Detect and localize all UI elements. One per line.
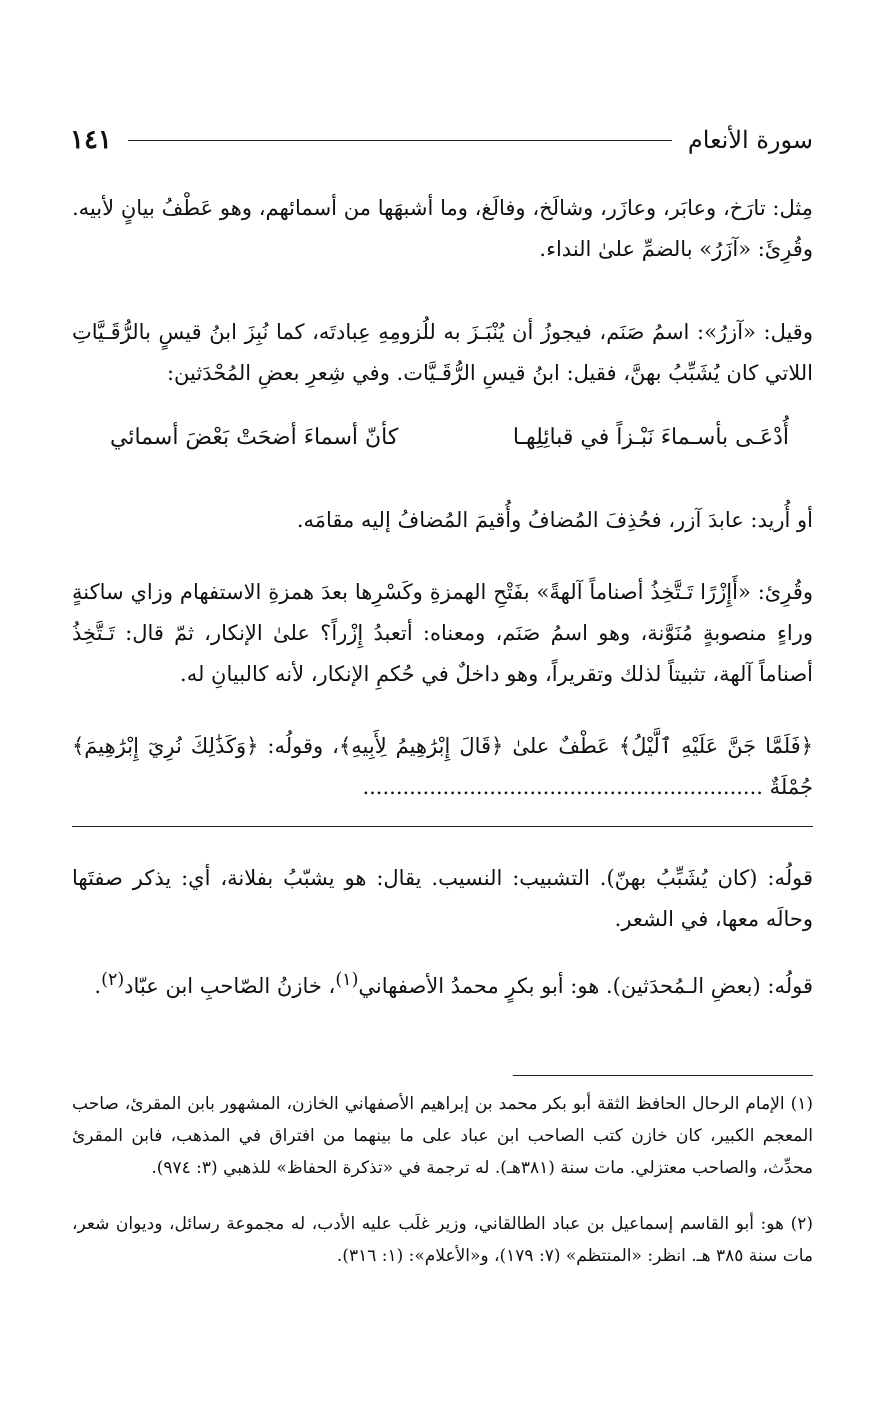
footnote-1: (١) الإمام الرحال الحافظ الثقة أبو بكر محمد بن إبراهيم الأصفهاني الخازن، المشهور بابن المقرئ، صاحب المعجم الكبير، كان خازن كتب الصاحب ابن عباد على ما بينهما من افتراق في المذهب، فابن المقرئ محدِّث، والصاحب معتزلي. مات سنة (٣٨١هـ). له ترجمة في «تذكرة الحفاظ» للذهبي (٣: ٩٧٤). (72, 1094, 813, 1178)
verse-first-hemistich: أُدْعَـى بأسـماءَ نَبْـزاً في قبائِلِهـا (512, 425, 789, 450)
header-rule (128, 140, 672, 141)
page-number: ١٤١ (70, 125, 112, 155)
footnote-ref-1[interactable]: (١) (335, 970, 359, 990)
main-paragraph-5 (72, 726, 813, 808)
commentary-text-b: ، خازنُ الصّاحبِ ابن عبّاد (124, 974, 336, 998)
commentary-text-c: . (94, 974, 102, 998)
quran-verse-text: ﴿فَلَمَّا جَنَّ عَلَيْهِ ٱلَّيْلُ﴾ عَطْفٌ علىٰ ﴿قَالَ إِبْرَٰهِيمُ لِأَبِيهِ﴾، وقولُه: ﴿وَكَذَٰلِكَ نُرِيٓ إِبْرَٰهِيمَ﴾ جُمْلَةٌ (72, 734, 813, 799)
footnote-ref-2[interactable]: (٢) (101, 970, 125, 990)
main-paragraph-1: مِثل: تارَخ، وعابَر، وعازَر، وشالَخ، وفالَغ، وما أشبهَها من أسمائهم، وهو عَطْفُ بيانٍ لأبيه. وقُرِئَ: «آزَرُ» بالضمِّ علىٰ النداء. (72, 196, 813, 261)
poetry-verse (110, 418, 789, 458)
footnote-2: (٢) هو: أبو القاسم إسماعيل بن عباد الطالقاني، وزير غلَب عليه الأدب، له مجموعة رسائل، وديوان شعر، مات سنة ٣٨٥ هـ. انظر: «المنتظم» (٧: ١٧٩)، و«الأعلام»: (١: ٣١٦). (72, 1214, 813, 1266)
commentary-text-a: قولُه: (بعضِ الـمُحدَثين). هو: أبو بكرٍ محمدُ الأصفهاني (358, 974, 813, 998)
commentary-paragraph-1: قولُه: (كان يُشَبِّبُ بهنّ). التشبيب: النسيب. يقال: هو يشبّبُ بفلانة، أي: يذكر صفتَها وحالَه معها، في الشعر. (72, 866, 813, 931)
commentary-paragraph-2 (72, 960, 813, 1007)
main-paragraph-3: أو أُريد: عابدَ آزر، فحُذِفَ المُضافُ وأُقيمَ المُضافُ إليه مقامَه. (296, 508, 813, 532)
surah-title: سورة الأنعام (687, 126, 813, 154)
continuation-dots: ............................................................ (362, 775, 763, 799)
verse-second-hemistich: كأنّ أسماءَ أضحَتْ بَعْضَ أسمائي (110, 425, 399, 450)
commentary-separator (72, 826, 813, 827)
main-paragraph-4: وقُرِئ: «أَإِزْرًا تَـتَّخِذُ أصناماً آلهةً» بفَتْحِ الهمزةِ وكَسْرِها بعدَ همزةِ الاستفهام وزاي ساكنةٍ وراءٍ منصوبةٍ مُنَوَّنة، وهو اسمُ صَنَم، ومعناه: أتعبدُ إِزْراً؟ علىٰ الإنكار، ثمّ قال: تَـتَّخِذُ أصناماً آلهة، تثبيتاً لذلك وتقريراً، وهو داخلٌ في حُكمِ الإنكار، لأنه كالبيانِ له. (72, 580, 813, 686)
running-header (70, 120, 813, 160)
main-paragraph-2: وقيل: «آزرُ»: اسمُ صَنَم، فيجوزُ أن يُنْبَـزَ به للُزومِهِ عِبادتَه، كما نُبِزَ ابنُ قيسٍ بالرُّقَـيَّاتِ اللاتي كان يُشَبِّبُ بهنَّ، فقيل: ابنُ قيسِ الرُّقَـيَّات. وفي شِعرِ بعضِ المُحْدَثين: (72, 320, 813, 385)
footnote-separator (513, 1075, 813, 1076)
